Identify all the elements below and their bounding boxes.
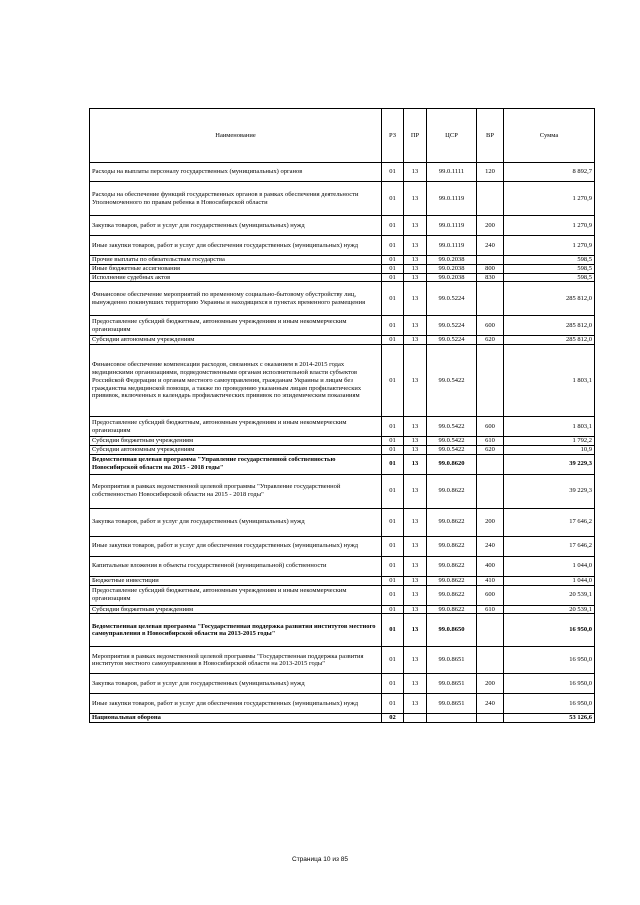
table-row xyxy=(90,163,595,182)
cell-sum: 1 803,1 xyxy=(504,345,595,417)
cell-rz: 01 xyxy=(382,336,404,345)
table-row xyxy=(90,605,595,614)
cell-csr: 99.0.8622 xyxy=(427,605,477,614)
cell-pr: 13 xyxy=(404,216,427,236)
cell-vr xyxy=(477,282,504,316)
cell-pr: 13 xyxy=(404,182,427,216)
cell-rz: 01 xyxy=(382,445,404,454)
cell-name: Расходы на выплаты персоналу государственных (муниципальных) органов xyxy=(90,163,382,182)
cell-rz: 01 xyxy=(382,474,404,508)
table-row xyxy=(90,273,595,282)
cell-sum: 53 126,6 xyxy=(504,714,595,723)
cell-csr: 99.0.5422 xyxy=(427,437,477,446)
cell-vr: 600 xyxy=(477,417,504,437)
cell-name: Капитальные вложения в объекты государственной (муниципальной) собственности xyxy=(90,556,382,576)
cell-name: Исполнение судебных актов xyxy=(90,273,382,282)
table-row xyxy=(90,417,595,437)
cell-rz: 01 xyxy=(382,694,404,714)
cell-csr: 99.0.8622 xyxy=(427,508,477,536)
cell-csr xyxy=(427,714,477,723)
cell-rz: 01 xyxy=(382,256,404,265)
cell-vr xyxy=(477,256,504,265)
cell-rz: 01 xyxy=(382,508,404,536)
cell-vr: 200 xyxy=(477,508,504,536)
cell-pr: 13 xyxy=(404,345,427,417)
cell-vr xyxy=(477,182,504,216)
table-row xyxy=(90,454,595,474)
cell-csr: 99.0.5422 xyxy=(427,345,477,417)
cell-rz: 02 xyxy=(382,714,404,723)
header-sum: Сумма xyxy=(504,109,595,163)
table-row xyxy=(90,585,595,605)
cell-pr: 13 xyxy=(404,336,427,345)
table-row xyxy=(90,674,595,694)
table-row xyxy=(90,694,595,714)
cell-pr: 13 xyxy=(404,605,427,614)
table-row xyxy=(90,576,595,585)
cell-csr: 99.0.2038 xyxy=(427,273,477,282)
cell-pr: 13 xyxy=(404,437,427,446)
cell-vr: 410 xyxy=(477,576,504,585)
cell-csr: 99.0.8620 xyxy=(427,454,477,474)
cell-vr: 240 xyxy=(477,236,504,256)
table-row xyxy=(90,536,595,556)
cell-sum: 16 950,0 xyxy=(504,614,595,647)
cell-rz: 01 xyxy=(382,417,404,437)
header-vr: ВР xyxy=(477,109,504,163)
cell-vr: 620 xyxy=(477,445,504,454)
cell-sum: 17 646,2 xyxy=(504,508,595,536)
cell-vr: 610 xyxy=(477,437,504,446)
table-row xyxy=(90,714,595,723)
cell-vr: 600 xyxy=(477,316,504,336)
table-row xyxy=(90,182,595,216)
cell-rz: 01 xyxy=(382,647,404,674)
cell-pr: 13 xyxy=(404,647,427,674)
cell-pr: 13 xyxy=(404,316,427,336)
cell-pr: 13 xyxy=(404,273,427,282)
cell-pr: 13 xyxy=(404,674,427,694)
cell-sum: 285 812,0 xyxy=(504,316,595,336)
cell-pr: 13 xyxy=(404,454,427,474)
cell-rz: 01 xyxy=(382,576,404,585)
cell-vr xyxy=(477,614,504,647)
cell-sum: 16 950,0 xyxy=(504,694,595,714)
cell-rz: 01 xyxy=(382,264,404,273)
table-row xyxy=(90,445,595,454)
cell-csr: 99.0.5422 xyxy=(427,417,477,437)
cell-pr: 13 xyxy=(404,585,427,605)
cell-csr: 99.0.8622 xyxy=(427,474,477,508)
cell-vr xyxy=(477,474,504,508)
cell-vr: 400 xyxy=(477,556,504,576)
cell-vr xyxy=(477,345,504,417)
cell-rz: 01 xyxy=(382,182,404,216)
cell-rz: 01 xyxy=(382,556,404,576)
cell-vr: 620 xyxy=(477,336,504,345)
cell-csr: 99.0.2038 xyxy=(427,256,477,265)
cell-sum: 1 044,0 xyxy=(504,576,595,585)
cell-name: Субсидии автономным учреждениям xyxy=(90,336,382,345)
cell-rz: 01 xyxy=(382,236,404,256)
cell-pr: 13 xyxy=(404,445,427,454)
cell-pr: 13 xyxy=(404,417,427,437)
cell-name: Бюджетные инвестиции xyxy=(90,576,382,585)
cell-sum: 598,5 xyxy=(504,264,595,273)
cell-csr: 99.0.8622 xyxy=(427,585,477,605)
table-row xyxy=(90,316,595,336)
cell-rz: 01 xyxy=(382,585,404,605)
table-row xyxy=(90,614,595,647)
cell-rz: 01 xyxy=(382,674,404,694)
cell-rz: 01 xyxy=(382,282,404,316)
table-row xyxy=(90,556,595,576)
cell-name: Расходы на обеспечение функций государственных органов в рамках обеспечения деятельности Уполномоченного по правам ребенка в Новосибирской области xyxy=(90,182,382,216)
cell-sum: 1 270,9 xyxy=(504,216,595,236)
cell-sum: 285 812,0 xyxy=(504,336,595,345)
cell-pr: 13 xyxy=(404,256,427,265)
cell-csr: 99.0.8651 xyxy=(427,647,477,674)
cell-csr: 99.0.8651 xyxy=(427,694,477,714)
cell-sum: 17 646,2 xyxy=(504,536,595,556)
table-row xyxy=(90,508,595,536)
cell-vr: 830 xyxy=(477,273,504,282)
cell-pr: 13 xyxy=(404,556,427,576)
cell-vr: 600 xyxy=(477,585,504,605)
cell-name: Мероприятия в рамках ведомственной целевой программы "Государственная поддержка развития институтов местного самоуправления в Новосибирской области на 2013-2015 годы" xyxy=(90,647,382,674)
cell-csr: 99.0.5224 xyxy=(427,336,477,345)
cell-vr: 240 xyxy=(477,694,504,714)
cell-name: Предоставление субсидий бюджетным, автономным учреждениям и иным некоммерческим организациям xyxy=(90,316,382,336)
cell-csr: 99.0.8622 xyxy=(427,576,477,585)
cell-vr: 200 xyxy=(477,216,504,236)
table-body xyxy=(90,163,595,723)
header-name: Наименование xyxy=(90,109,382,163)
cell-pr: 13 xyxy=(404,536,427,556)
header-pr: ПР xyxy=(404,109,427,163)
page-number: Страница 10 из 85 xyxy=(292,856,348,863)
document-page xyxy=(89,108,594,723)
cell-rz: 01 xyxy=(382,216,404,236)
cell-name: Предоставление субсидий бюджетным, автономным учреждениям и иным некоммерческим организациям xyxy=(90,417,382,437)
cell-sum: 16 950,0 xyxy=(504,674,595,694)
cell-name: Иные бюджетные ассигнования xyxy=(90,264,382,273)
table-row xyxy=(90,216,595,236)
cell-vr: 200 xyxy=(477,674,504,694)
cell-name: Закупка товаров, работ и услуг для государственных (муниципальных) нужд xyxy=(90,216,382,236)
cell-csr: 99.0.1119 xyxy=(427,216,477,236)
cell-vr: 240 xyxy=(477,536,504,556)
cell-sum: 1 803,1 xyxy=(504,417,595,437)
cell-name: Субсидии бюджетным учреждениям xyxy=(90,605,382,614)
cell-name: Национальная оборона xyxy=(90,714,382,723)
budget-table xyxy=(89,108,595,723)
cell-pr: 13 xyxy=(404,264,427,273)
table-row xyxy=(90,647,595,674)
cell-rz: 01 xyxy=(382,316,404,336)
cell-sum: 1 044,0 xyxy=(504,556,595,576)
cell-rz: 01 xyxy=(382,536,404,556)
cell-rz: 01 xyxy=(382,605,404,614)
cell-vr: 120 xyxy=(477,163,504,182)
cell-csr: 99.0.1119 xyxy=(427,182,477,216)
cell-pr: 13 xyxy=(404,576,427,585)
cell-rz: 01 xyxy=(382,163,404,182)
cell-rz: 01 xyxy=(382,437,404,446)
table-row xyxy=(90,236,595,256)
cell-csr: 99.0.5224 xyxy=(427,316,477,336)
cell-rz: 01 xyxy=(382,273,404,282)
cell-csr: 99.0.8622 xyxy=(427,536,477,556)
cell-pr: 13 xyxy=(404,282,427,316)
cell-name: Субсидии автономным учреждениям xyxy=(90,445,382,454)
cell-name: Финансовое обеспечение компенсации расходов, связанных с оказанием в 2014-2015 годах медицинскими организациями, подведомственными органам исполнительной власти субъектов Российской Федерации и органам местного самоуправления, гражданам Украины и лицам без гражданства медицинской помощи, а также по проведению указанным лицам профилактических прививок, включенных в календарь профилактических прививок по эпидемическим показаниям xyxy=(90,345,382,417)
cell-sum: 16 950,0 xyxy=(504,647,595,674)
cell-name: Субсидии бюджетным учреждениям xyxy=(90,437,382,446)
cell-csr: 99.0.8650 xyxy=(427,614,477,647)
cell-sum: 1 270,9 xyxy=(504,182,595,216)
cell-sum: 8 892,7 xyxy=(504,163,595,182)
cell-name: Ведомственная целевая программа "Государственная поддержка развития институтов местного самоуправления в Новосибирской области на 2013-2015 годы" xyxy=(90,614,382,647)
table-row xyxy=(90,282,595,316)
cell-vr: 800 xyxy=(477,264,504,273)
cell-pr xyxy=(404,714,427,723)
cell-name: Закупка товаров, работ и услуг для государственных (муниципальных) нужд xyxy=(90,674,382,694)
cell-csr: 99.0.2038 xyxy=(427,264,477,273)
table-row xyxy=(90,345,595,417)
cell-csr: 99.0.1119 xyxy=(427,236,477,256)
cell-vr xyxy=(477,454,504,474)
cell-sum: 598,5 xyxy=(504,256,595,265)
cell-pr: 13 xyxy=(404,163,427,182)
table-row xyxy=(90,264,595,273)
cell-rz: 01 xyxy=(382,454,404,474)
cell-sum: 39 229,3 xyxy=(504,454,595,474)
cell-sum: 39 229,3 xyxy=(504,474,595,508)
cell-csr: 99.0.5422 xyxy=(427,445,477,454)
header-csr: ЦСР xyxy=(427,109,477,163)
cell-sum: 20 539,1 xyxy=(504,605,595,614)
cell-pr: 13 xyxy=(404,694,427,714)
cell-csr: 99.0.5224 xyxy=(427,282,477,316)
cell-sum: 598,5 xyxy=(504,273,595,282)
cell-sum: 285 812,0 xyxy=(504,282,595,316)
cell-name: Финансовое обеспечение мероприятий по временному социально-бытовому обустройству лиц, вынужденно покинувших территорию Украины и находящихся в пунктах временного размещения xyxy=(90,282,382,316)
cell-vr: 610 xyxy=(477,605,504,614)
table-row xyxy=(90,474,595,508)
table-row xyxy=(90,336,595,345)
cell-pr: 13 xyxy=(404,508,427,536)
cell-name: Закупка товаров, работ и услуг для государственных (муниципальных) нужд xyxy=(90,508,382,536)
cell-csr: 99.0.8622 xyxy=(427,556,477,576)
cell-csr: 99.0.1111 xyxy=(427,163,477,182)
cell-sum: 1 792,2 xyxy=(504,437,595,446)
cell-name: Предоставление субсидий бюджетным, автономным учреждениям и иным некоммерческим организациям xyxy=(90,585,382,605)
cell-name: Иные закупки товаров, работ и услуг для обеспечения государственных (муниципальных) нужд xyxy=(90,236,382,256)
table-header-row xyxy=(90,109,595,163)
cell-sum: 1 270,9 xyxy=(504,236,595,256)
cell-sum: 20 539,1 xyxy=(504,585,595,605)
header-rz: РЗ xyxy=(382,109,404,163)
cell-name: Прочие выплаты по обязательствам государства xyxy=(90,256,382,265)
cell-pr: 13 xyxy=(404,236,427,256)
cell-pr: 13 xyxy=(404,474,427,508)
cell-sum: 10,9 xyxy=(504,445,595,454)
cell-csr: 99.0.8651 xyxy=(427,674,477,694)
cell-pr: 13 xyxy=(404,614,427,647)
table-row xyxy=(90,256,595,265)
cell-name: Иные закупки товаров, работ и услуг для обеспечения государственных (муниципальных) нужд xyxy=(90,694,382,714)
table-row xyxy=(90,437,595,446)
cell-name: Иные закупки товаров, работ и услуг для обеспечения государственных (муниципальных) нужд xyxy=(90,536,382,556)
cell-name: Ведомственная целевая программа "Управление государственной собственностью Новосибирской области на 2015 - 2018 годы" xyxy=(90,454,382,474)
cell-name: Мероприятия в рамках ведомственной целевой программы "Управление государственной собственностью Новосибирской области на 2015 - 2018 годы" xyxy=(90,474,382,508)
cell-vr xyxy=(477,647,504,674)
cell-vr xyxy=(477,714,504,723)
cell-rz: 01 xyxy=(382,345,404,417)
cell-rz: 01 xyxy=(382,614,404,647)
